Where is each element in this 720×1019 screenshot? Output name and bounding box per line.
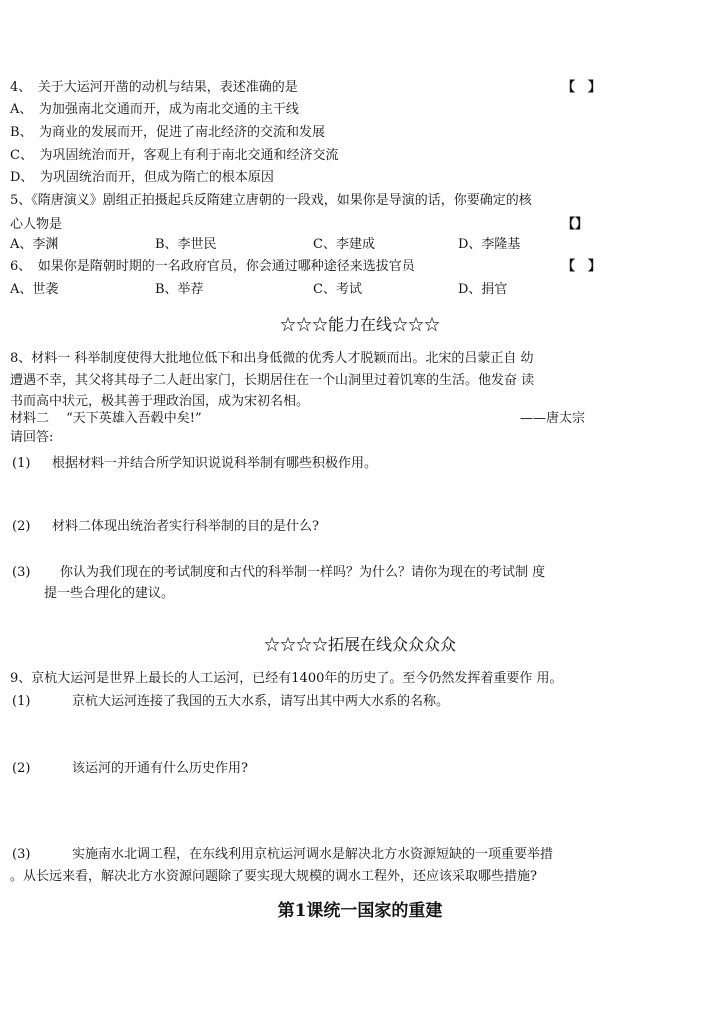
q8-sub2-text: 材料二体现出统治者实行科举制的目的是什么? — [52, 519, 319, 534]
q9-sub3-line2: 。从长远来看，解决北方水资源问题除了要实现大规模的调水工程外，还应该采取哪些措施? — [10, 869, 537, 884]
q4-option-a: A、 为加强南北交通而开，成为南北交通的主干线 — [10, 102, 299, 117]
q4-option-d: D、 为巩固统治而开，但成为隋亡的根本原因 — [10, 170, 274, 185]
q8-material2: 材料二 “天下英雄入吾毂中矣!” — [10, 411, 202, 426]
q5-option-d: D、李隆基 — [458, 237, 521, 252]
lesson-title: 第1课统一国家的重建 — [277, 901, 443, 921]
q4-option-b: B、 为商业的发展而开，促进了南北经济的交流和发展 — [10, 125, 326, 140]
q4-answer-bracket: 【 】 — [562, 80, 602, 95]
q5-option-c: C、李建成 — [313, 237, 375, 252]
q8-material2-source: ——唐太宗 — [520, 411, 586, 426]
q8-sub2-number: (2) — [12, 519, 31, 534]
q9-sub1-number: (1) — [12, 694, 31, 709]
section-heading-ability: ☆☆☆能力在线☆☆☆ — [279, 315, 440, 334]
q5-stem-line2: 心人物是 — [10, 217, 63, 232]
section-heading-extension: ☆☆☆☆拓展在线众众众众 — [263, 635, 456, 654]
q6-option-a: A、世袭 — [10, 282, 59, 297]
q4-stem: 4、 关于大运河开凿的动机与结果，表述准确的是 — [10, 80, 298, 95]
q4-option-c: C、 为巩固统治而开，客观上有利于南北交通和经济交流 — [10, 148, 339, 163]
q8-sub3-number: (3) — [12, 565, 31, 580]
q5-option-b: B、李世民 — [155, 237, 217, 252]
q9-sub3-line1: 实施南水北调工程，在东线利用京杭运河调水是解决北方水资源短缺的一项重要举措 — [72, 847, 554, 862]
q9-sub3-number: (3) — [12, 847, 31, 862]
q8-prompt: 请回答: — [10, 430, 54, 445]
q6-stem: 6、 如果你是隋朝时期的一名政府官员，你会通过哪种途径来选拔官员 — [10, 259, 415, 274]
q6-option-d: D、捐官 — [458, 282, 508, 297]
q5-stem-line1: 5、《隋唐演义》剧组正拍摄起兵反隋建立唐朝的一段戏，如果你是导演的话，你要确定的核 — [10, 193, 532, 208]
q9-stem: 9、京杭大运河是世界上最长的人工运河，已经有1400年的历史了。至今仍然发挥着重要作 用。 — [10, 671, 563, 686]
q5-option-a: A、李渊 — [10, 237, 59, 252]
q8-material1-line2: 遭遇不幸，其父将其母子二人赶出家门，长期居住在一个山洞里过着饥寒的生活。他发奋 读 — [10, 373, 535, 388]
q8-sub1-number: (1) — [12, 456, 31, 471]
q9-sub2-text: 该运河的开通有什么历史作用? — [72, 761, 248, 776]
q8-sub3-line1: 你认为我们现在的考试制度和古代的科举制一样吗？为什么？请你为现在的考试制 度 — [60, 565, 546, 580]
q8-material1-line3: 书而高中状元，极其善于理政治国，成为宋初名相。 — [10, 394, 310, 409]
q9-sub1-text: 京杭大运河连接了我国的五大水系，请写出其中两大水系的名称。 — [72, 694, 450, 709]
q8-sub3-line2: 提一些合理化的建议。 — [44, 586, 175, 601]
q5-answer-bracket: 【】 — [562, 217, 589, 232]
q9-sub2-number: (2) — [12, 761, 31, 776]
q6-answer-bracket: 【 】 — [562, 259, 602, 274]
q8-sub1-text: 根据材料一并结合所学知识说说科举制有哪些积极作用。 — [52, 456, 378, 471]
q8-material1-line1: 8、材料一 科举制度使得大批地位低下和出身低微的优秀人才脱颖而出。北宋的吕蒙正自 幼 — [10, 351, 534, 366]
q6-option-c: C、考试 — [313, 282, 362, 297]
q6-option-b: B、举荐 — [155, 282, 204, 297]
